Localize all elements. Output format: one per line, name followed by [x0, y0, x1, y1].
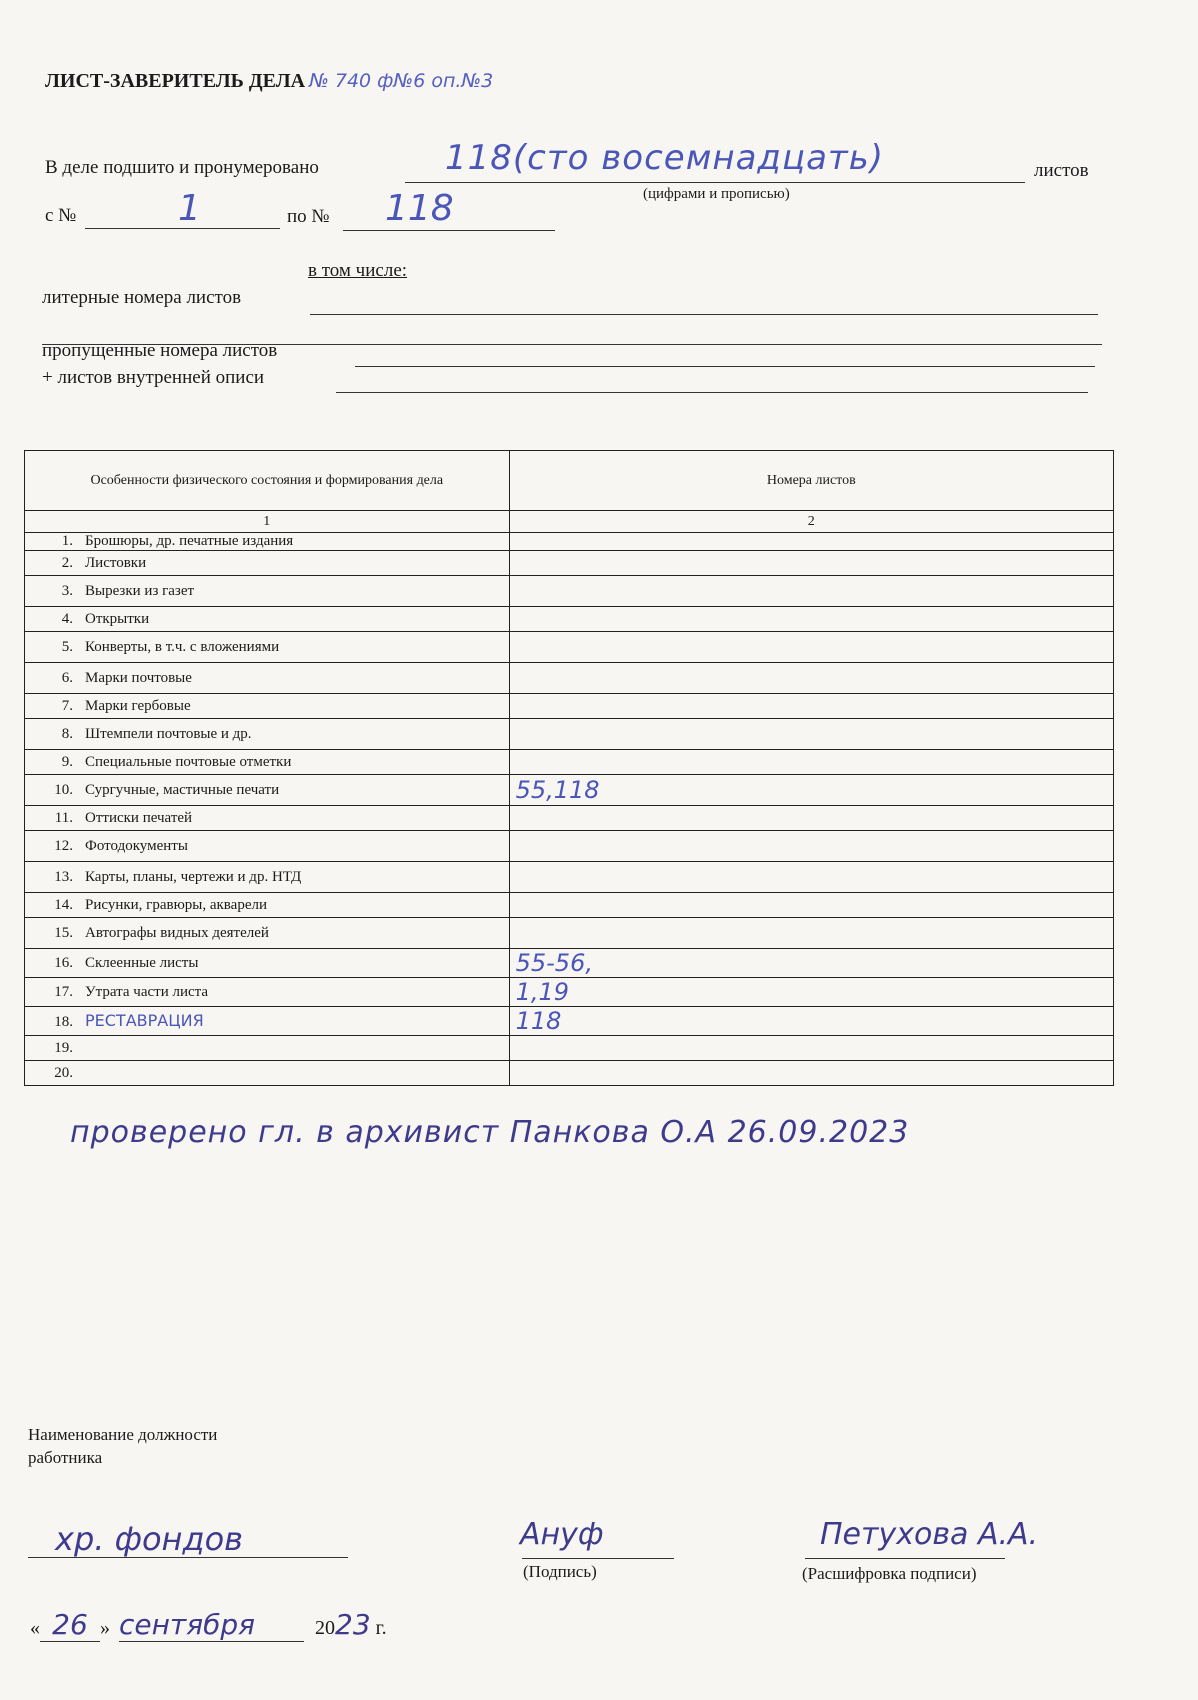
row-label: Открытки — [85, 610, 150, 627]
table-row — [25, 576, 1114, 607]
row-number: 1. — [61, 533, 73, 549]
row-sheet-numbers-cell — [509, 607, 1113, 632]
date-year-handwritten: 23 — [335, 1608, 371, 1641]
row-sheet-numbers-cell — [509, 831, 1113, 862]
row-label: Сургучные, мастичные печати — [85, 781, 280, 798]
row-label: Фотодокументы — [85, 837, 188, 854]
date-open-quote: « — [30, 1617, 40, 1639]
row-number: 7. — [61, 697, 73, 714]
row-sheet-numbers-value: 1,19 — [515, 978, 570, 1006]
document-title: ЛИСТ-ЗАВЕРИТЕЛЬ ДЕЛА — [45, 70, 306, 92]
row-sheet-numbers-cell — [509, 1036, 1113, 1061]
row-sheet-numbers-cell — [509, 750, 1113, 775]
row-label: Марки почтовые — [85, 669, 192, 686]
date-year-suffix: г. — [375, 1617, 387, 1639]
column-header-sheet-numbers: Номера листов — [509, 451, 1113, 511]
row-label: Склеенные листы — [85, 954, 199, 971]
row-sheet-numbers-cell — [509, 893, 1113, 918]
row-label: Марки гербовые — [85, 697, 191, 714]
table-row — [25, 663, 1114, 694]
row-label: Утрата части листа — [85, 983, 209, 1000]
row-label: Листовки — [85, 554, 147, 571]
row-feature-cell — [25, 607, 510, 632]
row-number: 11. — [54, 809, 73, 826]
row-sheet-numbers-cell — [509, 862, 1113, 893]
row-feature-cell — [25, 719, 510, 750]
table-row — [25, 750, 1114, 775]
row-sheet-numbers-cell — [509, 632, 1113, 663]
row-number: 6. — [61, 669, 73, 686]
row-number: 14. — [54, 896, 73, 913]
name-handwritten-value: Петухова А.А. — [820, 1517, 1039, 1552]
row-feature-cell — [25, 533, 510, 551]
date-year-prefix: 20 — [315, 1617, 335, 1639]
table-row — [25, 607, 1114, 632]
date-month: сентября — [119, 1608, 304, 1642]
row-sheet-numbers-cell — [509, 719, 1113, 750]
row-label: Рисунки, гравюры, акварели — [85, 896, 268, 913]
table-row — [25, 632, 1114, 663]
table-row — [25, 719, 1114, 750]
row-sheet-numbers-cell — [509, 806, 1113, 831]
table-row — [25, 775, 1114, 806]
row-number: 3. — [61, 582, 73, 599]
column-index-1: 1 — [25, 511, 510, 533]
column-header-features: Особенности физического состояния и формирования дела — [25, 451, 510, 511]
row-sheet-numbers-cell — [509, 1061, 1113, 1086]
table-row — [25, 918, 1114, 949]
handwritten-case-number: № 740 ф№6 оп.№3 — [309, 70, 494, 92]
row-feature-cell — [25, 918, 510, 949]
name-underline — [805, 1558, 1005, 1559]
from-label: с № — [45, 205, 77, 226]
table-row — [25, 1007, 1114, 1036]
table-row — [25, 1061, 1114, 1086]
row-number: 9. — [61, 753, 73, 770]
row-label: Брошюры, др. печатные издания — [85, 533, 294, 549]
row-number: 12. — [54, 837, 73, 854]
row-sheet-numbers-cell — [509, 949, 1113, 978]
row-feature-cell — [25, 750, 510, 775]
date-row — [30, 1608, 387, 1642]
row-number: 10. — [54, 781, 73, 798]
row-sheet-numbers-value: 55,118 — [515, 776, 600, 804]
row-number: 13. — [54, 868, 73, 885]
physical-condition-table — [24, 450, 1114, 1086]
table-row — [25, 893, 1114, 918]
row-feature-cell — [25, 862, 510, 893]
table-row — [25, 862, 1114, 893]
row-sheet-numbers-cell — [509, 918, 1113, 949]
row-sheet-numbers-cell — [509, 576, 1113, 607]
row-feature-cell — [25, 831, 510, 862]
verification-note: проверено гл. в архивист Панкова О.А 26.09.2023 — [70, 1115, 910, 1150]
row-number: 5. — [61, 638, 73, 655]
letter-numbers-line — [310, 314, 1098, 315]
row-sheet-numbers-cell — [509, 775, 1113, 806]
count-hint: (цифрами и прописью) — [643, 186, 790, 202]
table-index-row — [25, 511, 1114, 533]
row-feature-cell — [25, 576, 510, 607]
position-label-line2: работника — [28, 1448, 103, 1467]
to-label: по № — [287, 206, 330, 227]
letter-numbers-label: литерные номера листов — [42, 287, 242, 308]
signature-mark: Ануф — [520, 1517, 604, 1552]
row-feature-cell — [25, 694, 510, 719]
table-header-row — [25, 451, 1114, 511]
row-number: 17. — [54, 983, 73, 1000]
row-sheet-numbers-cell — [509, 663, 1113, 694]
row-sheet-numbers-value: 118 — [515, 1007, 562, 1035]
missing-numbers-label: пропущенные номера листов — [42, 340, 278, 361]
row-feature-cell — [25, 1036, 510, 1061]
row-number: 18. — [54, 1014, 73, 1030]
to-value: 118 — [385, 188, 454, 229]
row-sheet-numbers-cell — [509, 1007, 1113, 1036]
table-row — [25, 978, 1114, 1007]
row-feature-cell — [25, 806, 510, 831]
including-heading: в том числе: — [308, 260, 408, 281]
row-feature-cell — [25, 978, 510, 1007]
row-label: Карты, планы, чертежи и др. НТД — [85, 868, 302, 885]
position-underline — [28, 1557, 348, 1558]
row-feature-cell — [25, 1061, 510, 1086]
internal-inventory-line — [336, 392, 1088, 393]
row-label: Специальные почтовые отметки — [85, 753, 292, 770]
row-number: 20. — [54, 1064, 73, 1081]
row-number: 19. — [54, 1039, 73, 1056]
row-feature-cell — [25, 893, 510, 918]
count-prefix-label: В деле подшито и пронумеровано — [45, 157, 319, 178]
row-sheet-numbers-value: 55-56, — [515, 949, 593, 977]
row-feature-cell — [25, 1007, 510, 1036]
row-label: Оттиски печатей — [85, 809, 193, 826]
date-close-quote: » — [100, 1617, 110, 1639]
row-feature-cell — [25, 775, 510, 806]
row-sheet-numbers-cell — [509, 694, 1113, 719]
row-label: РЕСТАВРАЦИЯ — [85, 1011, 204, 1030]
signature-underline — [522, 1558, 674, 1559]
position-handwritten-value: хр. фондов — [55, 1520, 244, 1558]
from-value: 1 — [178, 188, 201, 229]
document-title-row — [45, 70, 493, 93]
count-suffix-label: листов — [1034, 160, 1089, 181]
to-underline — [343, 230, 555, 231]
row-label: Штемпели почтовые и др. — [85, 725, 252, 742]
table-row — [25, 1036, 1114, 1061]
row-feature-cell — [25, 632, 510, 663]
row-number: 8. — [61, 725, 73, 742]
table-row — [25, 806, 1114, 831]
table-row — [25, 831, 1114, 862]
row-label: Конверты, в т.ч. с вложениями — [85, 638, 280, 655]
row-label: Вырезки из газет — [85, 582, 195, 599]
count-handwritten-value: 118(сто восемнадцать) — [445, 138, 885, 178]
row-sheet-numbers-cell — [509, 551, 1113, 576]
table-row — [25, 551, 1114, 576]
internal-inventory-label: + листов внутренней описи — [42, 367, 265, 388]
row-sheet-numbers-cell — [509, 533, 1113, 551]
table-row — [25, 533, 1114, 551]
missing-numbers-line — [355, 366, 1095, 367]
row-feature-cell — [25, 663, 510, 694]
row-feature-cell — [25, 949, 510, 978]
row-number: 4. — [61, 610, 73, 627]
row-number: 2. — [61, 554, 73, 571]
signature-label: (Подпись) — [523, 1562, 597, 1581]
row-sheet-numbers-cell — [509, 978, 1113, 1007]
position-label-line1: Наименование должности — [28, 1425, 218, 1444]
row-label: Автографы видных деятелей — [85, 924, 269, 941]
row-number: 15. — [54, 924, 73, 941]
date-day: 26 — [40, 1608, 100, 1642]
row-feature-cell — [25, 551, 510, 576]
name-label: (Расшифровка подписи) — [802, 1564, 977, 1583]
column-index-2: 2 — [509, 511, 1113, 533]
table-row — [25, 694, 1114, 719]
count-underline — [405, 182, 1025, 183]
row-number: 16. — [54, 954, 73, 971]
table-row — [25, 949, 1114, 978]
